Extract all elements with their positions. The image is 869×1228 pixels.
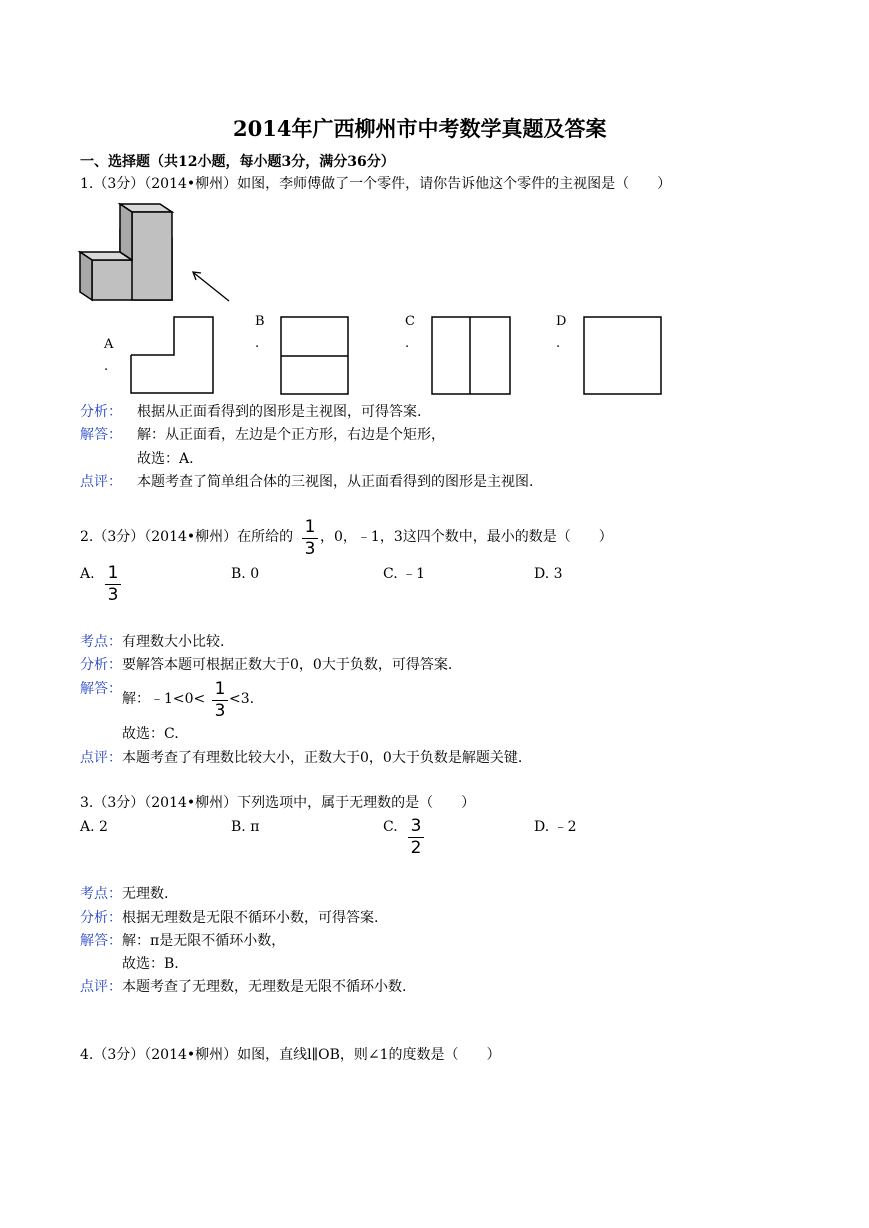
- fraction-numerator: 1: [107, 563, 119, 583]
- q3-stem: 3.（3分）（2014•柳州）下列选项中，属于无理数的是（ ）: [80, 795, 476, 811]
- fraction-numerator: 3: [410, 816, 422, 836]
- q1-comment: 本题考查了简单组合体的三视图，从正面看得到的图形是主视图.: [137, 474, 534, 490]
- q3-analysis: 根据无理数是无限不循环小数，可得答案.: [122, 910, 379, 926]
- q1-option-d-label: D: [556, 314, 567, 329]
- q1-option-b-label: B: [255, 314, 265, 329]
- q3-analysis-label: 分析：: [80, 910, 122, 926]
- q2-comment: 本题考查了有理数比较大小，正数大于0，0大于负数是解题关键.: [122, 750, 523, 766]
- q2-stem-post: ，0，﹣1，3这四个数中，最小的数是（ ）: [320, 529, 613, 545]
- q4-stem: 4.（3分）（2014•柳州）如图，直线l∥OB，则∠1的度数是（ ）: [80, 1047, 501, 1063]
- q2-answer-label: 解答：: [80, 681, 122, 697]
- page-title: 2014年广西柳州市中考数学真题及答案: [233, 116, 607, 141]
- q1-option-c-dot: .: [405, 336, 410, 351]
- q1-analysis: 根据从正面看得到的图形是主视图，可得答案.: [137, 404, 422, 420]
- q2-choice: 故选：C.: [122, 726, 179, 742]
- section-heading: 一、选择题（共12小题，每小题3分，满分36分）: [80, 154, 395, 170]
- q2-kd: 有理数大小比较.: [122, 634, 225, 650]
- fraction-denominator: 3: [304, 539, 316, 559]
- solid-right-side: [120, 204, 132, 260]
- view-arrow: [194, 273, 229, 301]
- q3-choice: 故选：B.: [122, 956, 179, 972]
- q3-option-a: A. 2: [80, 819, 108, 835]
- q3-kd: 无理数.: [122, 886, 169, 902]
- q2-stem-pre: 2.（3分）（2014•柳州）在所给的: [80, 529, 294, 545]
- q2-option-a-fraction: [105, 565, 121, 604]
- q1-option-d-figure: [583, 316, 663, 396]
- q1-option-b-figure: [280, 316, 350, 396]
- q2-stem-fraction: [302, 519, 318, 558]
- q1-option-a-figure: [130, 316, 216, 396]
- q3-option-d: D. ﹣2: [534, 819, 577, 835]
- q1-option-a-dot: .: [104, 359, 109, 374]
- q1-option-a-label: A: [104, 337, 114, 352]
- q3-comment-label: 点评：: [80, 979, 122, 995]
- fraction-numerator: 1: [214, 679, 226, 699]
- q1-option-c-figure: [431, 316, 513, 396]
- fraction-numerator: 1: [304, 517, 316, 537]
- q1-choice: 故选：A.: [137, 451, 194, 467]
- q2-comment-label: 点评：: [80, 750, 122, 766]
- q3-kd-label: 考点：: [80, 886, 122, 902]
- q2-option-a: A.: [80, 566, 95, 582]
- q1-stem: 1.（3分）（2014•柳州）如图，李师傅做了一个零件，请你告诉他这个零件的主视图是（ ）: [80, 176, 672, 192]
- q2-option-b: B. 0: [231, 566, 260, 582]
- q1-answer: 解：从正面看，左边是个正方形，右边是个矩形，: [137, 427, 445, 443]
- q2-answer-post: <3.: [229, 691, 255, 707]
- q3-answer: 解：π是无限不循环小数，: [122, 933, 286, 949]
- q1-analysis-label: 分析：: [80, 404, 122, 420]
- q1-comment-label: 点评：: [80, 474, 122, 490]
- q3-option-b: B. π: [231, 819, 260, 835]
- q2-analysis: 要解答本题可根据正数大于0，0大于负数，可得答案.: [122, 657, 453, 673]
- fraction-denominator: 2: [410, 838, 422, 858]
- q2-answer-fraction: [212, 681, 228, 720]
- q1-solid-figure: [76, 200, 236, 308]
- q1-option-c-label: C: [405, 314, 415, 329]
- q1-answer-label: 解答：: [80, 427, 122, 443]
- q2-option-d: D. 3: [534, 566, 563, 582]
- q2-analysis-label: 分析：: [80, 657, 122, 673]
- q1-option-d-dot: .: [556, 336, 561, 351]
- solid-right-front: [132, 212, 172, 300]
- q3-option-c-fraction: [408, 818, 424, 857]
- q1-option-b-dot: .: [255, 336, 260, 351]
- fraction-denominator: 3: [107, 585, 119, 605]
- q3-answer-label: 解答：: [80, 933, 122, 949]
- q2-option-c: C. ﹣1: [383, 566, 426, 582]
- q2-answer-pre: 解：﹣1<0<: [122, 691, 206, 707]
- solid-left-side: [80, 252, 92, 300]
- q3-option-c: C.: [383, 819, 398, 835]
- fraction-denominator: 3: [214, 701, 226, 721]
- q2-kd-label: 考点：: [80, 634, 122, 650]
- q3-comment: 本题考查了无理数，无理数是无限不循环小数.: [122, 979, 407, 995]
